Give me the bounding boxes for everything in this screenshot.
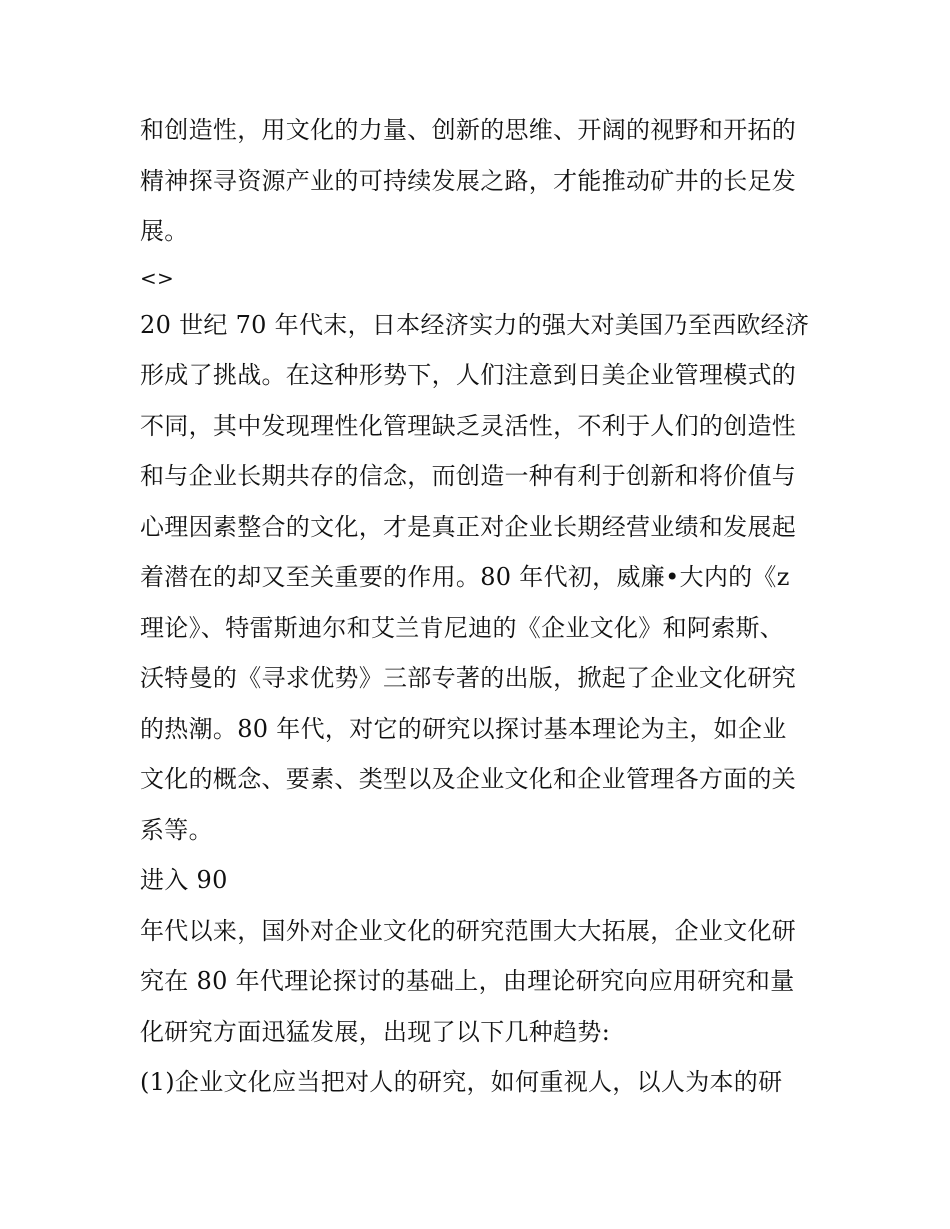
text-line: 系等。 bbox=[140, 815, 213, 844]
text-line: 文化的概念、要素、类型以及企业文化和企业管理各方面的关 bbox=[140, 765, 797, 793]
text-line: 年代以来，国外对企业文化的研究范围大大拓展，企业文化研 bbox=[140, 916, 797, 945]
text-line: 着潜在的却又至关重要的作用。80 年代初，威廉•大内的《z bbox=[140, 563, 790, 591]
text-line: 和与企业长期共存的信念，而创造一种有利于创新和将价值与 bbox=[140, 462, 797, 490]
text-line: 20 世纪 70 年代末，日本经济实力的强大对美国乃至西欧经济 bbox=[140, 310, 810, 339]
text-line: 精神探寻资源产业的可持续发展之路，才能推动矿井的长足发 bbox=[140, 166, 797, 195]
text-line: 展。 bbox=[140, 217, 189, 245]
text-line: 沃特曼的《寻求优势》三部专著的出版，掀起了企业文化研究 bbox=[140, 664, 797, 692]
text-line: 不同，其中发现理性化管理缺乏灵活性，不利于人们的创造性 bbox=[140, 411, 797, 440]
text-line: 化研究方面迅猛发展，出现了以下几种趋势: bbox=[140, 1017, 611, 1046]
text-line: 心理因素整合的文化，才是真正对企业长期经营业绩和发展起 bbox=[140, 512, 797, 541]
section-marker: <> bbox=[140, 265, 175, 290]
text-line: 理论》、特雷斯迪尔和艾兰肯尼迪的《企业文化》和阿索斯、 bbox=[140, 613, 785, 642]
text-line: 究在 80 年代理论探讨的基础上，由理论研究向应用研究和量 bbox=[140, 967, 795, 995]
text-line: 形成了挑战。在这种形势下，人们注意到日美企业管理模式的 bbox=[140, 361, 797, 389]
text-line: 的热潮。80 年代，对它的研究以探讨基本理论为主，如企业 bbox=[140, 714, 787, 743]
text-line: 进入 90 bbox=[140, 866, 228, 894]
text-line: 和创造性，用文化的力量、创新的思维、开阔的视野和开拓的 bbox=[140, 116, 797, 144]
text-line: (1)企业文化应当把对人的研究，如何重视人，以人为本的研 bbox=[140, 1068, 783, 1096]
document-body bbox=[140, 105, 820, 1108]
